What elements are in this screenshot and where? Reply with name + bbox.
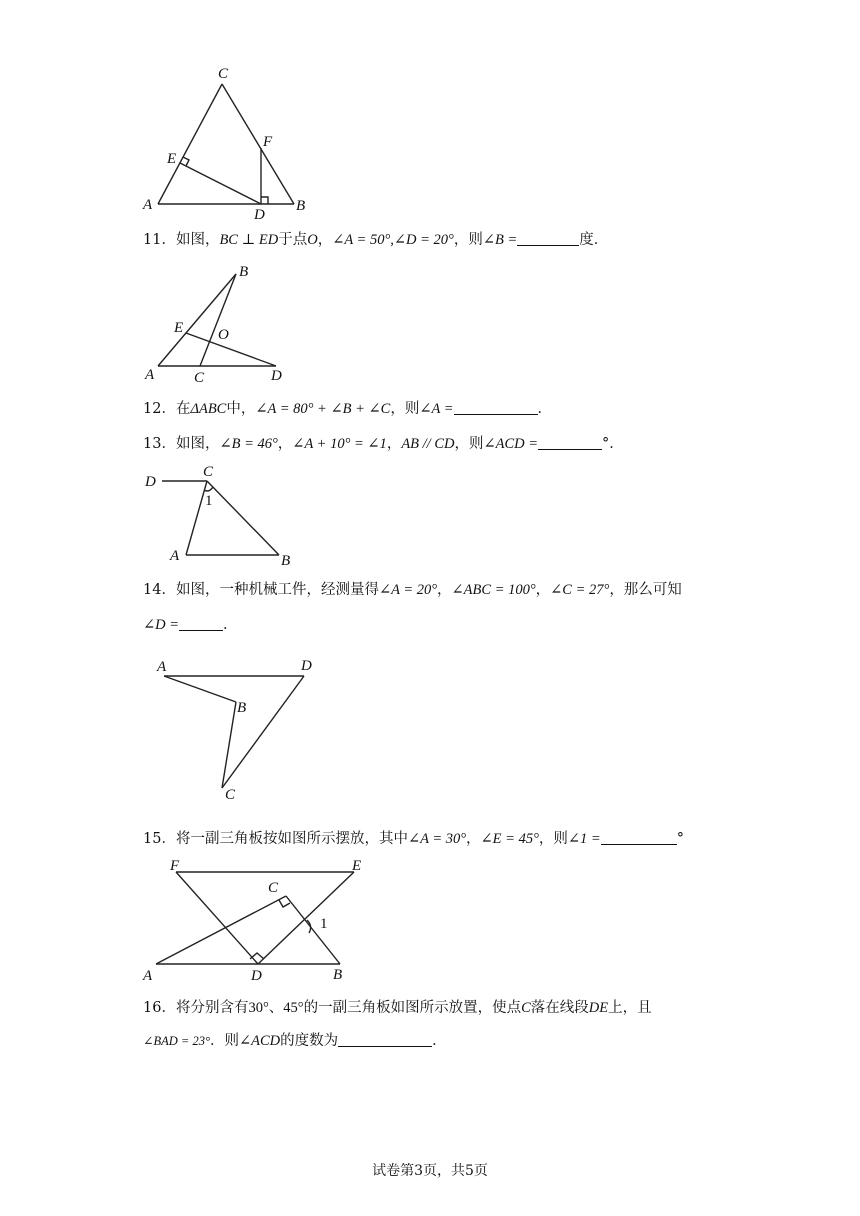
question-16-line-2 [143, 1031, 447, 1051]
math: ∠B = [482, 232, 518, 248]
math: ∠BAD = 23° [143, 1034, 210, 1048]
question-13 [143, 434, 624, 454]
answer-blank[interactable] [179, 616, 223, 631]
math: ∠ABC = 100° [451, 582, 536, 598]
text: 上，且 [608, 1000, 652, 1016]
question-16 [143, 998, 652, 1018]
label-angle-1: 1 [205, 493, 213, 509]
math: ∠C = 27° [550, 582, 610, 598]
segment-ed [180, 163, 261, 204]
figure-top-triangle [140, 62, 320, 222]
segment-ac [158, 84, 222, 204]
math: BC ⊥ ED [219, 232, 279, 248]
segment-ac [156, 896, 286, 964]
math: DE [588, 1000, 609, 1016]
math: ∠A + 10° = ∠1 [292, 436, 387, 452]
math: ∠B = 46° [219, 436, 278, 452]
figure-q13 [140, 462, 310, 572]
question-12 [143, 399, 552, 419]
label-d: D [251, 968, 262, 984]
answer-blank[interactable] [517, 231, 579, 246]
label-c: C [225, 787, 236, 803]
text: 如图， [175, 436, 220, 452]
segment-cb [207, 481, 279, 555]
figure-q11 [140, 262, 300, 387]
text: 将分别含有 [175, 1000, 249, 1016]
math: ΔABC [190, 401, 227, 417]
label-e: E [167, 151, 177, 167]
text: ，那么可知 [609, 582, 682, 598]
segment-ca [186, 481, 207, 555]
math: ∠ACD = [483, 436, 539, 452]
label-b: B [237, 700, 247, 716]
label-f: F [263, 134, 273, 150]
math: ∠1 = [567, 831, 601, 847]
label-b: B [333, 967, 343, 983]
math: ∠A = [419, 401, 454, 417]
text: ， [386, 436, 402, 452]
text: ， [317, 232, 333, 248]
question-15 [143, 829, 684, 849]
question-number: 15． [143, 831, 176, 847]
label-b: B [239, 264, 249, 280]
question-number: 14． [143, 582, 176, 598]
label-a: A [143, 968, 153, 984]
question-14 [143, 580, 682, 600]
label-e: E [352, 858, 362, 874]
math: ∠A = 50°,∠D = 20° [332, 232, 454, 248]
label-c: C [218, 66, 229, 82]
segment-ab [158, 274, 236, 366]
text: °． [602, 436, 624, 452]
segment-ed [186, 333, 276, 366]
label-f: F [170, 858, 180, 874]
text: ， [466, 831, 481, 847]
text: ． [537, 401, 552, 417]
label-a: A [157, 659, 167, 675]
page-footer: 试卷第3页，共5页 [372, 1163, 488, 1179]
label-c: C [268, 880, 279, 896]
text: ° [676, 831, 684, 847]
text: ， [277, 436, 293, 452]
right-angle-mark-d [261, 197, 268, 204]
label-b: B [296, 198, 306, 214]
text: ．则 [209, 1033, 239, 1049]
label-e: E [174, 320, 184, 336]
question-number: 11． [143, 232, 176, 248]
label-c: C [194, 370, 205, 386]
text: 中， [226, 401, 256, 417]
label-d: D [271, 368, 282, 384]
figure-q15 [140, 856, 380, 986]
text: ，则 [453, 232, 483, 248]
answer-blank[interactable] [601, 830, 677, 845]
math: O [307, 232, 318, 248]
math: 30° [248, 1000, 269, 1016]
segment-dc [222, 676, 304, 788]
text: 落在线段 [530, 1000, 589, 1016]
label-o: O [218, 327, 229, 343]
math: ∠A = 30° [407, 831, 467, 847]
text: 如图， [175, 232, 220, 248]
label-a: A [143, 197, 153, 213]
text: ， [437, 582, 452, 598]
question-number: 16． [143, 1000, 176, 1016]
math: ∠A = 80° + ∠B + ∠C [255, 401, 391, 417]
text: ，则 [538, 831, 568, 847]
text: ，则 [454, 436, 484, 452]
label-a: A [170, 548, 180, 564]
segment-cb [200, 274, 236, 366]
math: AB // CD [401, 436, 455, 452]
question-number: 13． [143, 436, 176, 452]
math: ∠A = 20° [378, 582, 438, 598]
text: 的一副三角板如图所示放置，使点 [303, 1000, 522, 1016]
label-d: D [254, 207, 265, 223]
question-number: 12． [143, 401, 176, 417]
answer-blank[interactable] [454, 400, 538, 415]
text: 将一副三角板按如图所示摆放，其中 [175, 831, 408, 847]
label-d: D [301, 658, 312, 674]
label-d: D [145, 474, 156, 490]
text: 于点 [278, 232, 308, 248]
figure-q14 [150, 652, 330, 807]
text: 在 [175, 401, 191, 417]
text: 度． [579, 232, 609, 248]
label-b: B [281, 553, 291, 569]
label-c: C [203, 464, 214, 480]
math: ∠D = [143, 617, 180, 633]
label-a: A [145, 367, 155, 383]
answer-blank[interactable] [338, 1032, 432, 1047]
angle-arc-1 [307, 920, 311, 933]
segment-bc [222, 702, 236, 788]
text: ，则 [390, 401, 420, 417]
math: ∠E = 45° [480, 831, 539, 847]
math: ∠ACD [238, 1033, 281, 1049]
right-angle-mark-d [250, 953, 264, 959]
segment-ab [164, 676, 236, 702]
answer-blank[interactable] [538, 435, 602, 450]
text: 的度数为 [280, 1033, 339, 1049]
math: C [521, 1000, 531, 1016]
question-11 [143, 230, 608, 250]
segment-cb [222, 84, 294, 204]
text: ． [432, 1033, 447, 1049]
question-14-line-2 [143, 615, 238, 635]
math: 45° [283, 1000, 304, 1016]
text: ， [535, 582, 551, 598]
right-angle-mark-c [279, 900, 290, 907]
text: ． [223, 617, 238, 633]
text: 如图，一种机械工件，经测量得 [175, 582, 379, 598]
segment-fd [176, 872, 258, 964]
text: 、 [268, 1000, 284, 1016]
label-angle-1: 1 [320, 916, 328, 932]
